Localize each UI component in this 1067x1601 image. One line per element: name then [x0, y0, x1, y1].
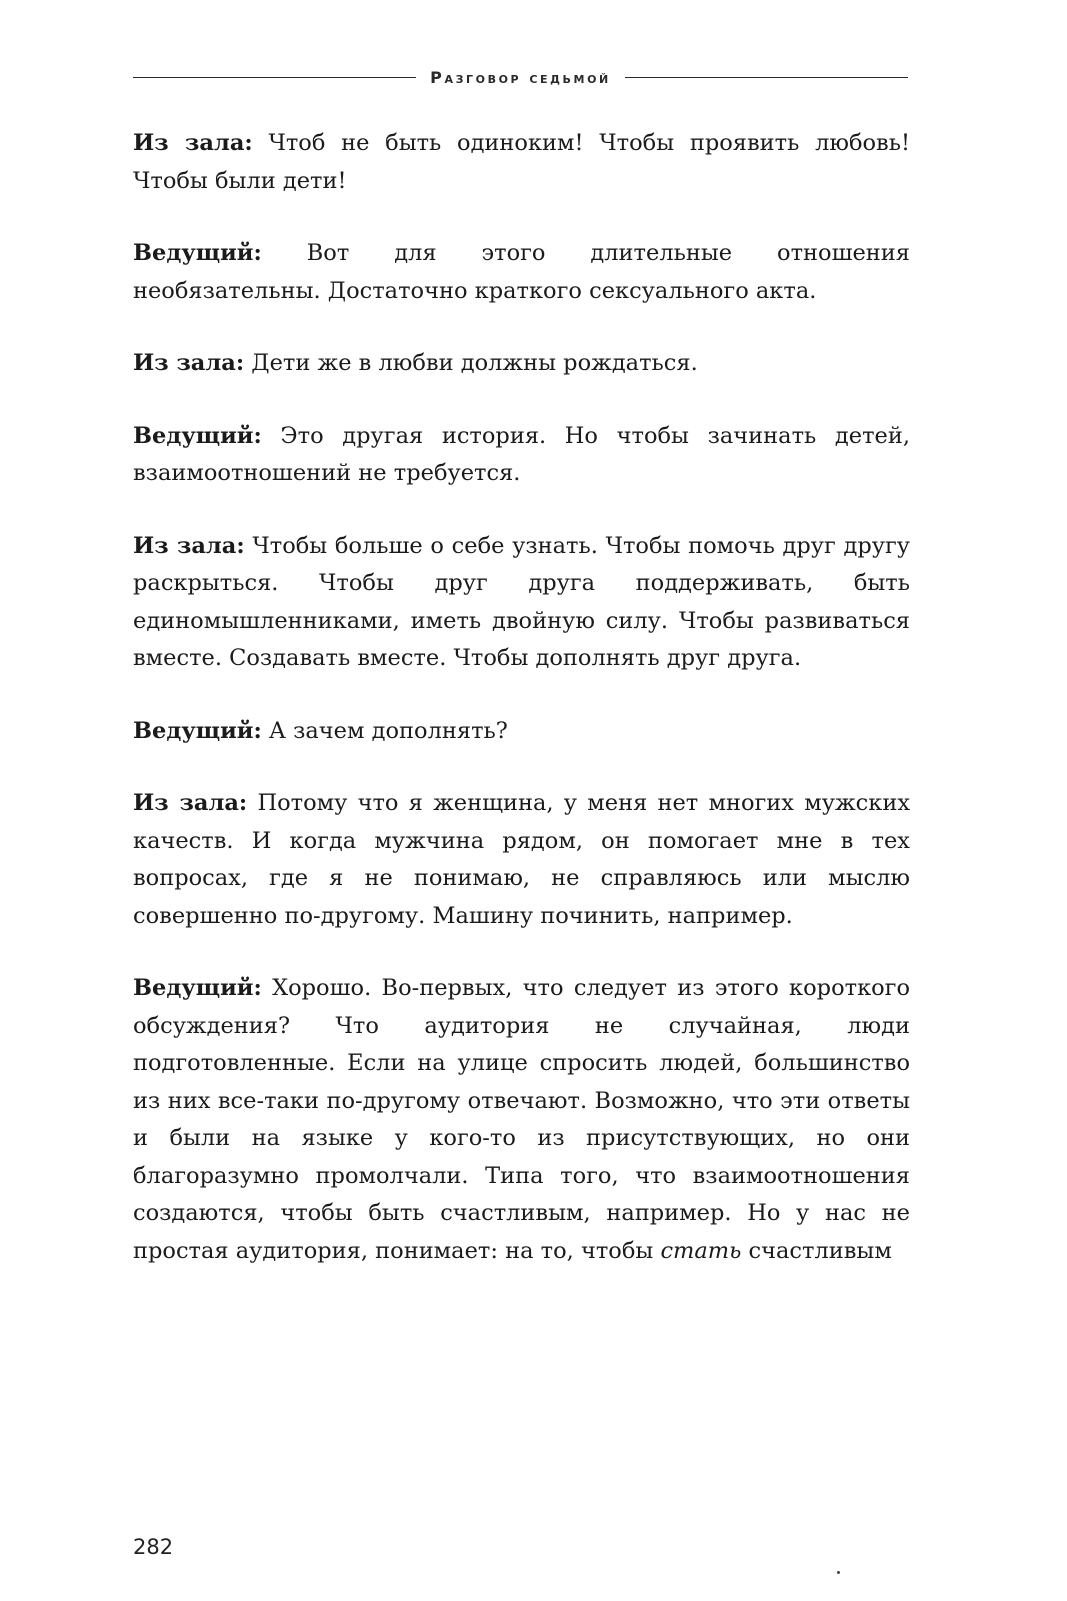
- dialogue-text-continued: счастливым: [748, 1237, 892, 1264]
- speaker-label: Из зала:: [133, 532, 245, 559]
- dialogue-paragraph: [133, 418, 910, 493]
- dialogue-paragraph: [133, 713, 910, 751]
- dialogue-text: Вот для этого длительные отношения необязательны. Достаточно краткого сексуального акта.: [133, 240, 910, 304]
- dialogue-paragraph: [133, 528, 910, 678]
- running-header: [133, 62, 908, 92]
- header-rule-left: [133, 77, 416, 78]
- speaker-label: Из зала:: [133, 130, 253, 156]
- speaker-label: Из зала:: [133, 790, 248, 816]
- dialogue-text: А зачем дополнять?: [268, 717, 508, 744]
- chapter-title: Разговор седьмой: [430, 67, 611, 87]
- speaker-label: Ведущий:: [133, 422, 262, 449]
- dialogue-text: Дети же в любви должны рождаться.: [251, 350, 698, 376]
- dialogue-text: Чтобы больше о себе узнать. Чтобы помочь друг другу раскрыться. Чтобы друг друга поддерживать, быть единомышленниками, иметь двойную силу. Чтобы развиваться вместе. Создавать вместе. Чтобы дополнять друг друга.: [133, 532, 910, 671]
- dialogue-text: Потому что я женщина, у меня нет многих мужских качеств. И когда мужчина рядом, он помогает мне в тех вопросах, где я не понимаю, не справляюсь или мыслю совершенно по-другому. Машину починить, например.: [133, 790, 911, 929]
- dialogue-text: Хорошо. Во-первых, что следует из этого короткого обсуждения? Что аудитория не случайная, люди подготовленные. Если на улице спросить людей, большинство из них все-таки по-другому отвечают. Возможно, что эти ответы и были на языке у кого-то из присутствующих, но они благоразумно промолчали. Типа того, что взаимоотношения создаются, чтобы быть счастливым, например. Но у нас не простая аудитория, понимает: на то, чтобы: [133, 975, 911, 1264]
- speaker-label: Ведущий:: [133, 717, 262, 744]
- speaker-label: Ведущий:: [133, 975, 262, 1001]
- dialogue-paragraph: [133, 970, 910, 1270]
- dialogue-paragraph: [133, 785, 910, 935]
- header-rule-right: [625, 77, 908, 78]
- dialogue-text: Это другая история. Но чтобы зачинать детей, взаимоотношений не требуется.: [133, 422, 910, 486]
- emphasized-word: стать: [660, 1237, 742, 1264]
- speaker-label: Из зала:: [133, 350, 245, 376]
- dialogue-paragraph: [133, 235, 910, 310]
- dialogue-text: Чтоб не быть одиноким! Чтобы проявить любовь! Чтобы были дети!: [133, 130, 911, 194]
- print-speck: [837, 1571, 840, 1574]
- speaker-label: Ведущий:: [133, 240, 262, 266]
- dialogue-paragraph: [133, 125, 910, 200]
- body-text: [133, 125, 910, 1305]
- page-number: 282: [133, 1535, 174, 1559]
- dialogue-paragraph: [133, 345, 910, 383]
